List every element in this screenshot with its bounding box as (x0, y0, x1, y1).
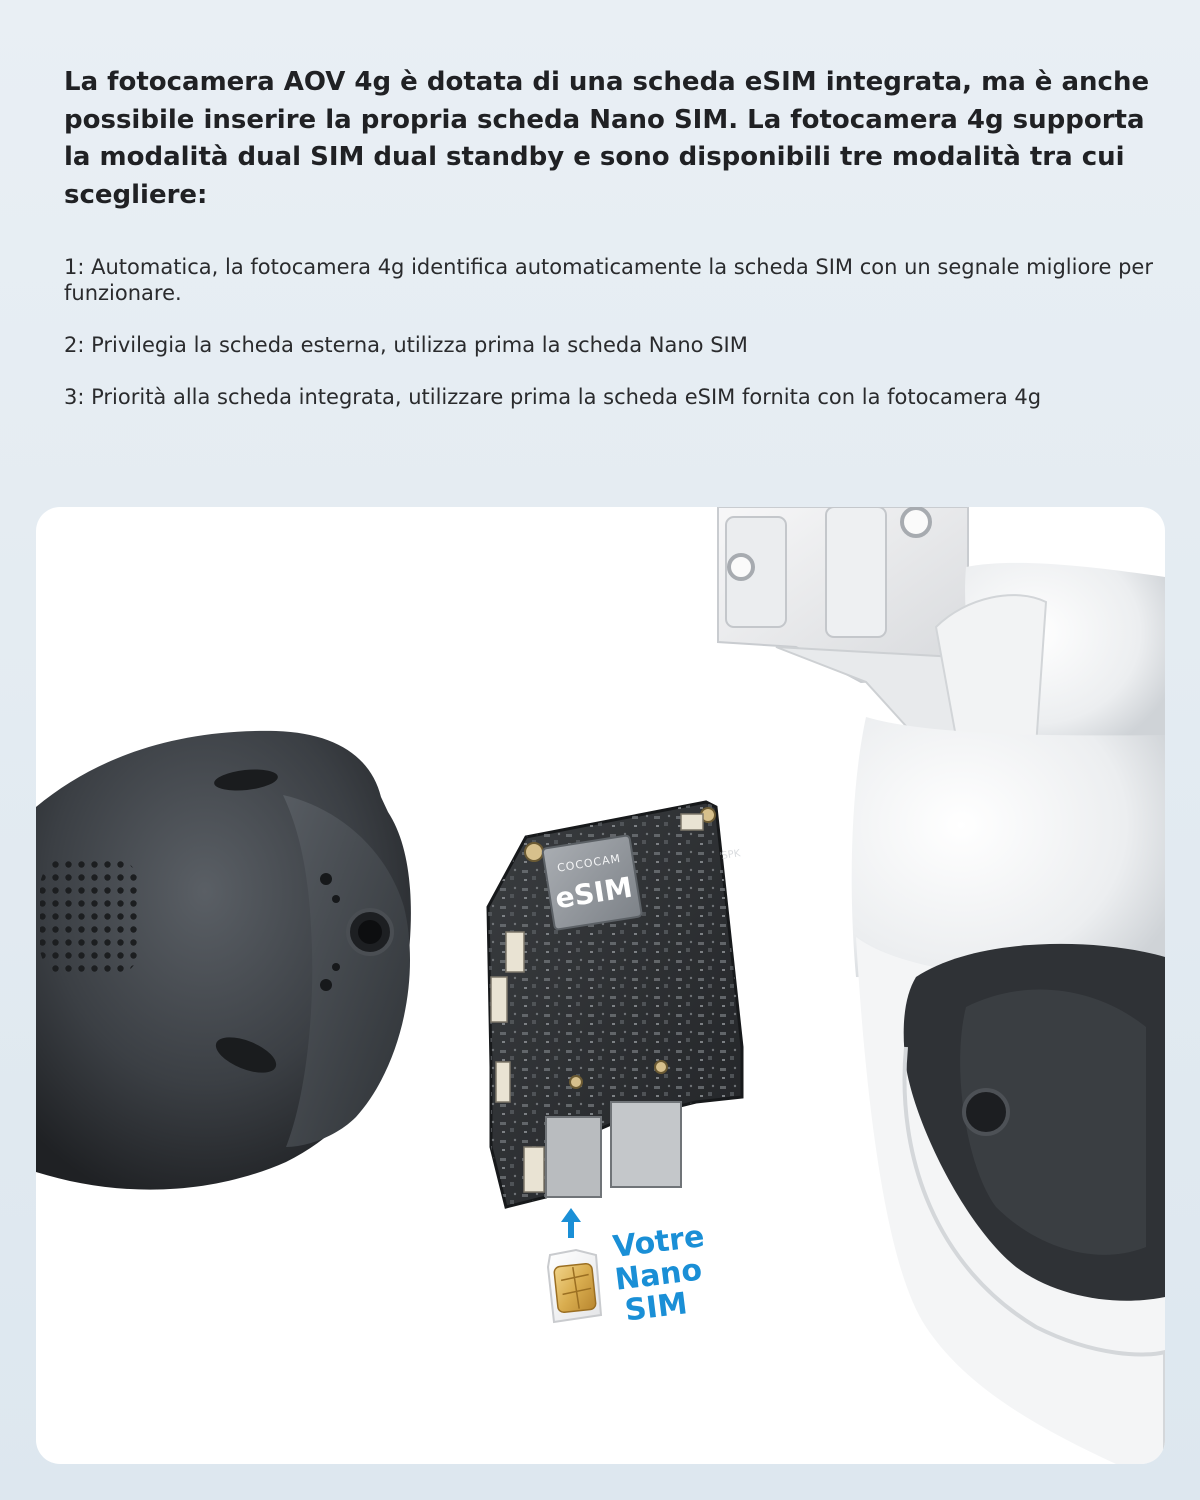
product-panel (36, 507, 1165, 1464)
mode-external-priority: 2: Privilegia la scheda esterna, utilizza prima la scheda Nano SIM (64, 333, 748, 357)
screw-hole (320, 873, 332, 885)
product-illustration (36, 507, 1165, 1464)
nano-sim-slot (546, 1117, 601, 1197)
esim-chip-label: eSIM (552, 870, 635, 916)
pcb-board (488, 802, 742, 1207)
memory-card-slot (611, 1102, 681, 1187)
nano-sim-caption-line3: SIM (622, 1286, 690, 1329)
intro-paragraph: La fotocamera AOV 4g è dotata di una scheda eSIM integrata, ma è anche possibile inserire la propria scheda Nano SIM. La fotocamera 4g supporta la modalità dual SIM dual standby e sono disponibili tre modalità tra cui scegliere: (64, 67, 1150, 210)
mode-list (64, 254, 1179, 436)
mode-automatic: 1: Automatica, la fotocamera 4g identifica automaticamente la scheda SIM con un segnale migliore per funzionare. (64, 255, 1153, 305)
esim-chip (542, 835, 642, 930)
nano-sim-caption-line1: Votre (611, 1219, 707, 1266)
internal-lens (964, 1090, 1008, 1134)
nano-sim-caption-line2: Nano (613, 1252, 704, 1298)
mount-screw-hole (729, 555, 753, 579)
speaker-grille (40, 857, 140, 977)
nano-sim-card-icon (548, 1250, 601, 1322)
nano-sim-caption (611, 1219, 706, 1328)
insert-arrow-icon (561, 1208, 581, 1238)
mode-integrated-priority: 3: Priorità alla scheda integrata, utilizzare prima la scheda eSIM fornita con la fotocamera 4g (64, 385, 1042, 409)
dark-camera-head (36, 731, 411, 1190)
white-camera (718, 507, 1165, 1464)
spk-label: SPK (720, 848, 742, 862)
esim-chip-brand: COCOCAM (556, 851, 622, 875)
